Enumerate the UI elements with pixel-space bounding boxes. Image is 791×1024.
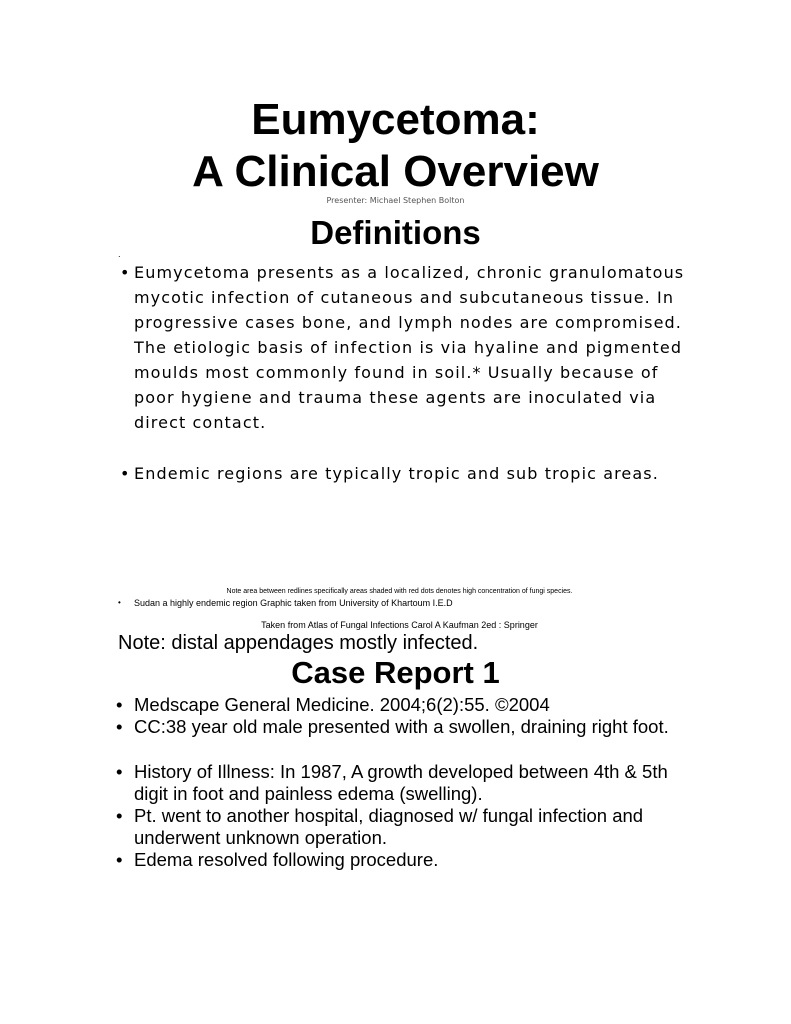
bullet-icon: •	[116, 761, 123, 782]
case-item: CC:38 year old male presented with a swollen, draining right foot.	[134, 716, 669, 737]
stray-dot: .	[118, 250, 121, 259]
atlas-credit: Taken from Atlas of Fungal Infections Carol A Kaufman 2ed : Springer	[261, 620, 538, 630]
page-title-line-1: Eumycetoma:	[251, 95, 540, 144]
map-area-note: Note area between redlines specifically areas shaded with red dots denotes high concentration of fungi species.	[226, 588, 573, 595]
definitions-heading: Definitions	[310, 214, 481, 251]
bullet-icon: •	[116, 805, 123, 826]
page-title-line-2: A Clinical Overview	[192, 147, 599, 196]
case-item: History of Illness: In 1987, A growth developed between 4th & 5th digit in foot and painless edema (swelling).	[134, 761, 668, 804]
case-item: Pt. went to another hospital, diagnosed w/ fungal infection and underwent unknown operation.	[134, 805, 644, 848]
bullet-icon: •	[120, 464, 131, 483]
definition-item: Endemic regions are typically tropic and sub tropic areas.	[134, 464, 659, 483]
case-item: Medscape General Medicine. 2004;6(2):55. ©2004	[134, 694, 550, 715]
sudan-note: Sudan a highly endemic region Graphic taken from University of Khartoum I.E.D	[134, 598, 453, 608]
bullet-icon: •	[116, 849, 123, 870]
case-report-heading: Case Report 1	[291, 655, 500, 690]
distal-note: Note: distal appendages mostly infected.	[118, 632, 479, 654]
bullet-icon: •	[116, 716, 123, 737]
definition-item: Eumycetoma presents as a localized, chronic granulomatous mycotic infection of cutaneous and subcutaneous tissue. In progressive cases bone, and lymph nodes are compromised. The etiologic basis of infection is via hyaline and pigmented moulds most commonly found in soil.* Usually because of poor hygiene and trauma these agents are inoculated via direct contact.	[134, 263, 685, 432]
bullet-icon: •	[118, 598, 121, 607]
bullet-icon: •	[116, 694, 123, 715]
presenter-credit: Presenter: Michael Stephen Bolton	[326, 196, 465, 205]
case-item: Edema resolved following procedure.	[134, 849, 439, 870]
bullet-icon: •	[120, 263, 131, 282]
